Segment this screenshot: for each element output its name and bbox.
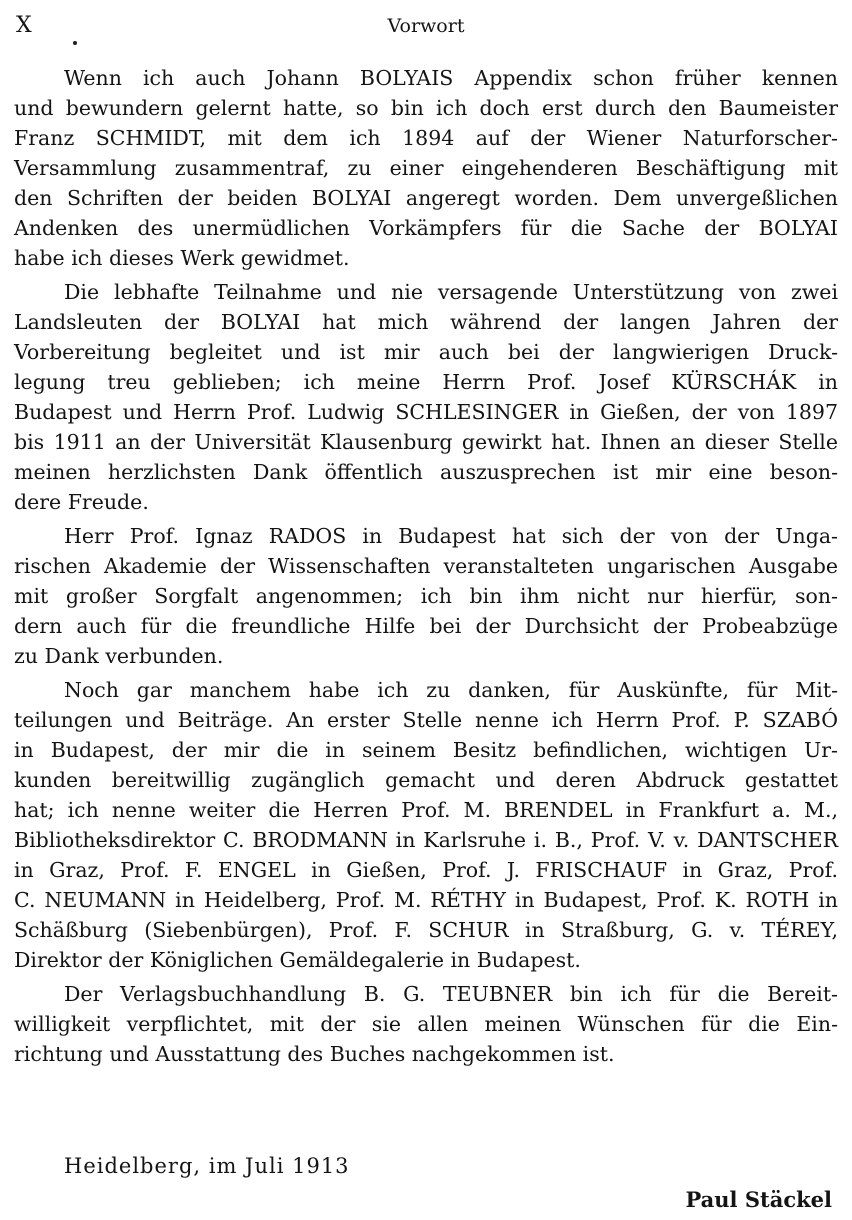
place-and-date: Heidelberg, im Juli 1913 [64,1154,350,1178]
text-line: Landsleuten der BOLYAI hat mich während der langen Jahren der [14,310,838,334]
paragraph-acknowledgements [14,675,838,975]
text-line: Direktor der Königlichen Gemäldegalerie in Budapest. [14,948,581,972]
text-line: hat; ich nenne weiter die Herren Prof. M. BRENDEL in Frankfurt a. M., [14,798,838,822]
text-line: C. NEUMANN in Heidelberg, Prof. M. RÉTHY in Budapest, Prof. K. ROTH in [14,888,838,912]
text-line: Der Verlagsbuchhandlung B. G. TEUBNER bin ich für die Bereit- [64,982,838,1006]
text-line: Vorbereitung begleitet und ist mir auch bei der langwierigen Druck- [14,340,838,364]
text-line: habe ich dieses Werk gewidmet. [14,246,350,270]
text-line: willigkeit verpflichtet, mit der sie allen meinen Wünschen für die Ein- [14,1012,838,1036]
paragraph-dedication [14,63,838,273]
text-line: mit großer Sorgfalt angenommen; ich bin ihm nicht nur hierfür, son- [14,584,838,608]
text-line: meinen herzlichsten Dank öffentlich auszusprechen ist mir eine beson- [14,460,838,484]
paragraph-publisher [14,979,838,1069]
paragraph-compatriots [14,277,838,517]
text-line: Franz SCHMIDT, mit dem ich 1894 auf der Wiener Naturforscher- [14,126,838,150]
text-line: bis 1911 an der Universität Klausenburg gewirkt hat. Ihnen an dieser Stelle [14,430,838,454]
text-line: Budapest und Herrn Prof. Ludwig SCHLESINGER in Gießen, der von 1897 [14,400,838,424]
text-line: kunden bereitwillig zugänglich gemacht und deren Abdruck gestattet [14,768,838,792]
text-line: teilungen und Beiträge. An erster Stelle nenne ich Herrn Prof. P. SZABÓ [14,708,838,732]
running-head: Vorwort [387,15,465,37]
text-line: und bewundern gelernt hatte, so bin ich doch erst durch den Baumeister [14,96,838,120]
text-line: Schäßburg (Siebenbürgen), Prof. F. SCHUR in Straßburg, G. v. TÉREY, [14,918,838,942]
text-line: Die lebhafte Teilnahme und nie versagende Unterstützung von zwei [64,280,838,304]
paragraph-rados [14,521,838,671]
text-line: rischen Akademie der Wissenschaften veranstalteten ungarischen Ausgabe [14,554,838,578]
text-line: den Schriften der beiden BOLYAI angeregt worden. Dem unvergeßlichen [14,186,838,210]
page-header [0,12,852,42]
text-line: zu Dank verbunden. [14,644,224,668]
text-line: richtung und Ausstattung des Buches nachgekommen ist. [14,1042,615,1066]
text-line: dern auch für die freundliche Hilfe bei der Durchsicht der Probeabzüge [14,614,838,638]
text-line: in Graz, Prof. F. ENGEL in Gießen, Prof. J. FRISCHAUF in Graz, Prof. [14,858,838,882]
text-line: Wenn ich auch Johann BOLYAIS Appendix schon früher kennen [64,66,838,90]
text-line: Bibliotheksdirektor C. BRODMANN in Karlsruhe i. B., Prof. V. v. DANTSCHER [14,828,838,852]
text-line: Noch gar manchem habe ich zu danken, für Auskünfte, für Mit- [64,678,838,702]
author-signature: Paul Stäckel [685,1187,832,1212]
text-line: dere Freude. [14,490,149,514]
text-line: Andenken des unermüdlichen Vorkämpfers für die Sache der BOLYAI [14,216,838,240]
text-line: Herr Prof. Ignaz RADOS in Budapest hat sich der von der Unga- [64,524,838,548]
text-line: legung treu geblieben; ich meine Herrn Prof. Josef KÜRSCHÁK in [14,370,838,394]
text-line: in Budapest, der mir die in seinem Besitz befindlichen, wichtigen Ur- [14,738,838,762]
print-speck [73,41,77,45]
page-number: X [16,13,32,38]
text-line: Versammlung zusammentraf, zu einer eingehenderen Beschäftigung mit [14,156,838,180]
preface-body [14,63,838,1073]
